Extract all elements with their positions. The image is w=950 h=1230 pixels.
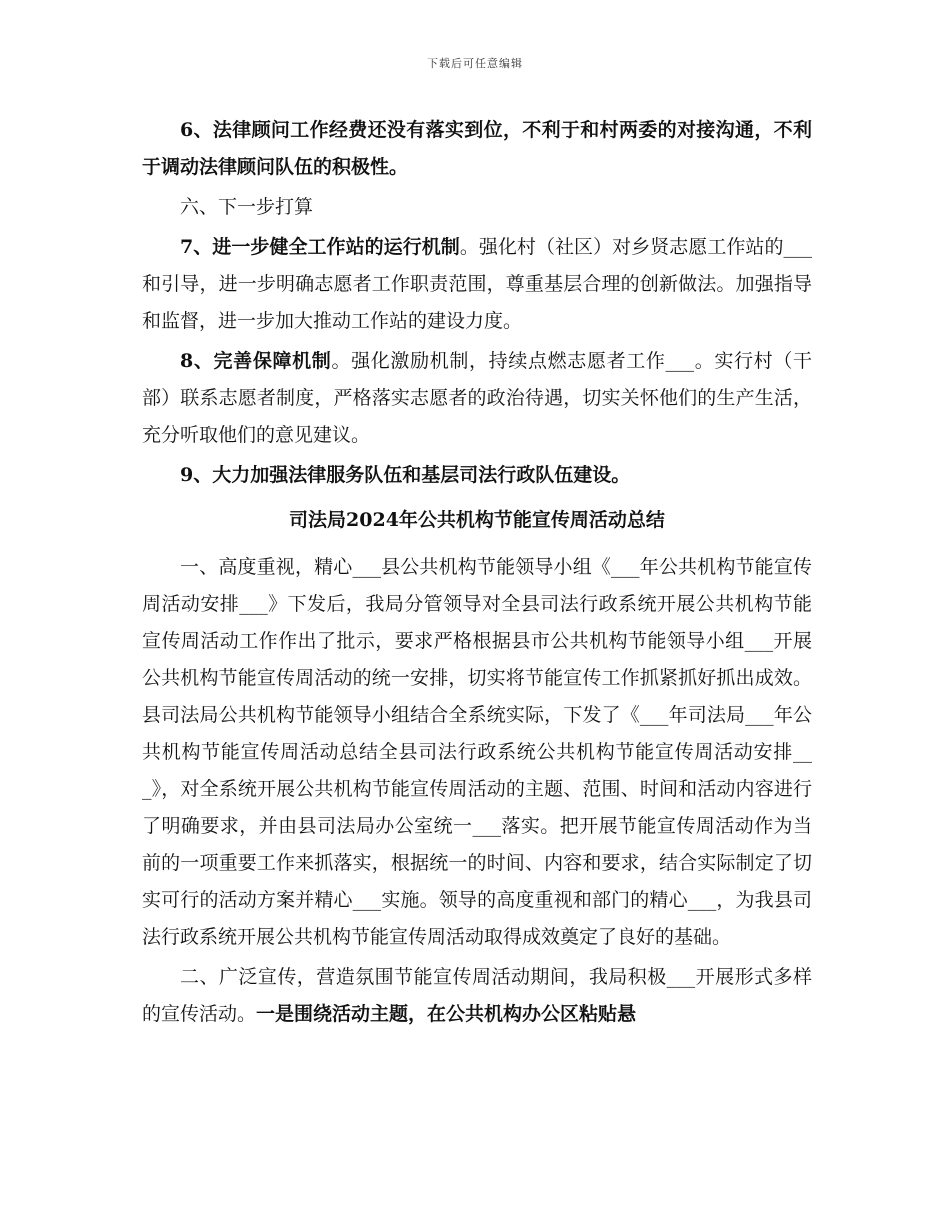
summary-paragraph-2-bold: 一是围绕活动主题，在公共机构办公区粘贴悬 [256, 1003, 637, 1025]
item-9-paragraph: 9、大力加强法律服务队伍和基层司法行政队伍建设。 [180, 464, 631, 486]
item-8-body: 。强化激励机制，持续点燃志愿者工作___。实行村（干部）联系志愿者制度，严格落实志愿者的政治待遇，切实关怀他们的生产生活，充分听取他们的意见建议。 [142, 350, 812, 446]
item-7-paragraph [142, 229, 812, 340]
summary-paragraph-1: 一、高度重视，精心___县公共机构节能领导小组《___年公共机构节能宣传周活动安排___》下发后，我局分管领导对全县司法行政系统开展公共机构节能宣传周活动工作作出了批示，要求严格根据县市公共机构节能领导小组___开展公共机构节能宣传周活动的统一安排，切实将节能宣传工作抓紧抓好抓出成效。县司法局公共机构节能领导小组结合全系统实际，下发了《___年司法局___年公共机构节能宣传周活动总结全县司法行政系统公共机构节能宣传周活动安排___》，对全系统开展公共机构节能宣传周活动的主题、范围、时间和活动内容进行了明确要求，并由县司法局办公室统一___落实。把开展节能宣传周活动作为当前的一项重要工作来抓落实，根据统一的时间、内容和要求，结合实际制定了切实可行的活动方案并精心___实施。领导的高度重视和部门的精心___，为我县司法行政系统开展公共机构节能宣传周活动取得成效奠定了良好的基础。 [142, 556, 812, 948]
document-body [142, 112, 812, 1036]
item-8-paragraph [142, 343, 812, 454]
section-heading-next-steps: 六、下一步打算 [180, 196, 314, 218]
summary-paragraph-2-text: 二、广泛宣传，营造氛围节能宣传周活动期间，我局积极___开展形式多样的宣传活动。 [142, 966, 812, 1025]
item-8-lead: 8、完善保障机制 [180, 350, 332, 372]
item-6-paragraph: 6、法律顾问工作经费还没有落实到位，不利于和村两委的对接沟通，不利于调动法律顾问队伍的积极性。 [142, 119, 812, 178]
document-title: 司法局2024年公共机构节能宣传周活动总结 [289, 509, 665, 531]
summary-paragraph-2 [142, 959, 812, 1033]
page-header-note: 下载后可任意编辑 [427, 57, 523, 70]
item-7-lead: 7、进一步健全工作站的运行机制 [180, 236, 460, 258]
item-7-body: 。强化村（社区）对乡贤志愿工作站的___和引导，进一步明确志愿者工作职责范围，尊重基层合理的创新做法。加强指导和监督，进一步加大推动工作站的建设力度。 [142, 236, 812, 332]
